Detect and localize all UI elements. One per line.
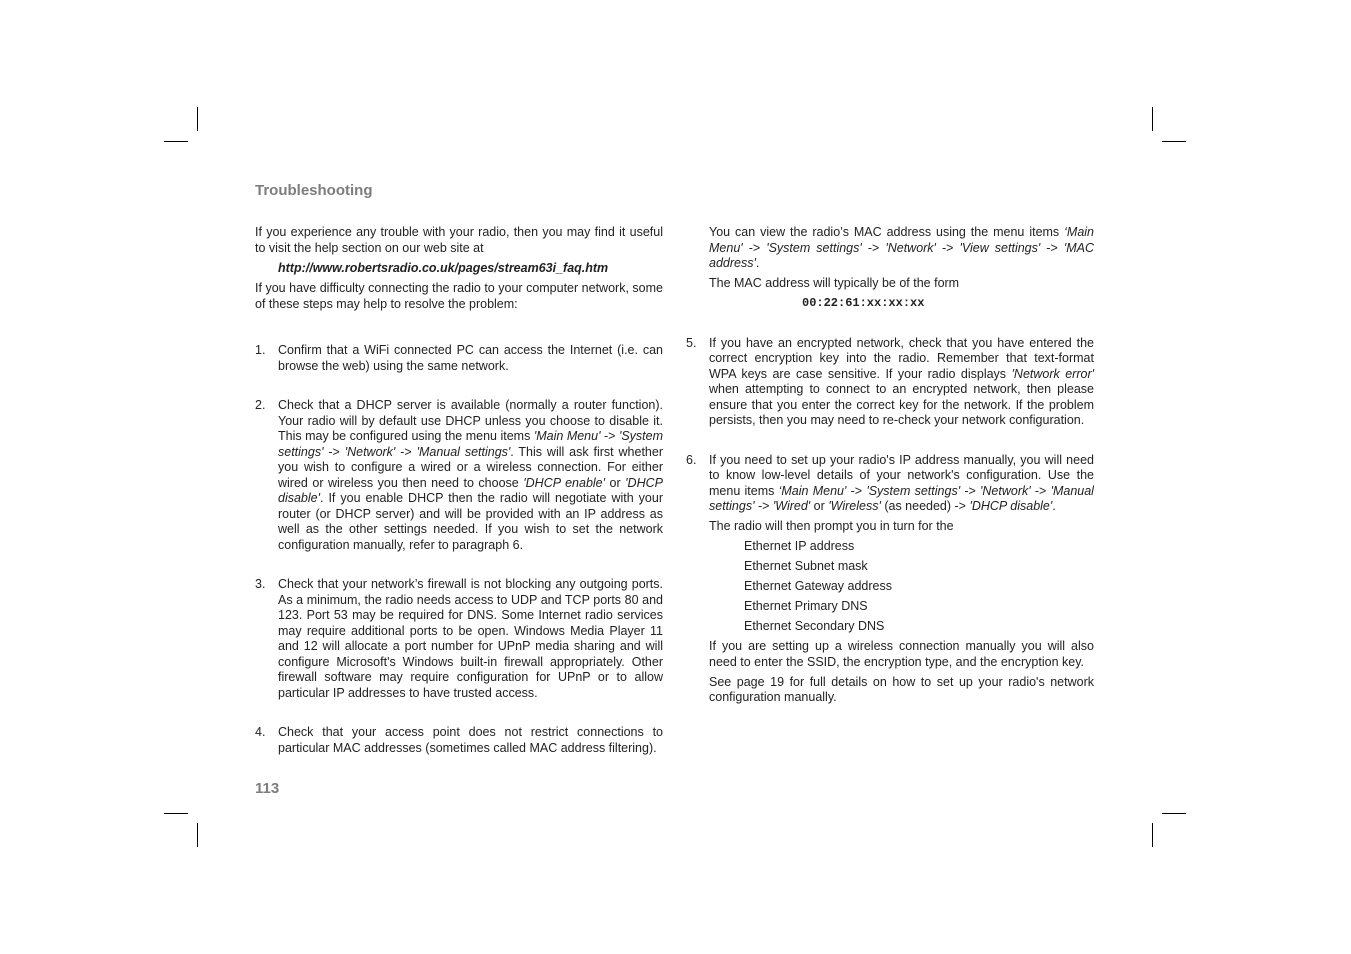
list-number: 4. xyxy=(255,725,266,739)
list-item-6 xyxy=(686,453,1094,515)
list-number: 6. xyxy=(686,452,697,467)
intro-paragraph-2: If you have difficulty connecting the radio to your computer network, some of these steps may help to resolve the problem: xyxy=(255,281,663,311)
crop-mark-top-right-h xyxy=(1162,141,1186,142)
body-text: If you experience any trouble with your radio, then you may find it useful to visit the help section on our web site at xyxy=(255,225,663,255)
body-text: -> xyxy=(846,483,867,498)
menu-path-text: 'DHCP disable' xyxy=(278,475,663,505)
help-url-link[interactable]: http://www.robertsradio.co.uk/pages/stream63i_faq.htm xyxy=(278,260,609,275)
list-item-text xyxy=(278,725,663,756)
crop-mark-bottom-right-v xyxy=(1152,823,1153,847)
menu-path-text: 'Network' xyxy=(980,483,1031,498)
menu-path-text: 'Network' xyxy=(344,444,396,459)
body-text: -> xyxy=(1040,240,1064,255)
prompt-item: Ethernet Gateway address xyxy=(744,579,892,593)
body-text: Confirm that a WiFi connected PC can access the Internet (i.e. can browse the web) using the same network. xyxy=(278,343,663,373)
prompt-list xyxy=(686,539,1094,635)
list-number: 1. xyxy=(255,343,266,357)
wireless-note: If you are setting up a wireless connection manually you will also need to enter the SSID, the encryption type, and the encryption key. xyxy=(709,639,1094,669)
list-item-text xyxy=(278,398,663,553)
crop-mark-top-right-v xyxy=(1152,107,1153,131)
menu-path-text: 'Main Menu' xyxy=(533,429,601,443)
body-text: If you need to set up your radio's IP address manually, you will need to know low-level details of your network's configuration. Use the menu items xyxy=(709,452,1094,498)
body-text: when attempting to connect to an encrypted network, then please ensure that you enter the correct key for the network. If the problem persists, then you may need to re-check your network configuration. xyxy=(709,382,1094,427)
list-item-text xyxy=(278,343,663,374)
list-number: 3. xyxy=(255,577,266,591)
menu-path-text: 'View settings' xyxy=(959,240,1041,255)
mac-form-text: The MAC address will typically be of the form xyxy=(709,276,960,290)
body-text: If you have an encrypted network, check that you have entered the correct encryption key into the radio. Remember that text-format WPA keys are case sensitive. If your radio displays xyxy=(709,335,1094,381)
page-title: Troubleshooting xyxy=(255,182,373,199)
menu-path-text: 'DHCP disable' xyxy=(969,499,1053,513)
crop-mark-bottom-left-v xyxy=(197,823,198,847)
intro-paragraph xyxy=(255,225,663,256)
body-text: Check that your network’s firewall is not blocking any outgoing ports. As a minimum, the radio needs access to UDP and TCP ports 80 and 123. Port 53 may be required for DNS. Some Internet radio services may require additional ports to be open. Windows Media Player 11 and 12 will allocate a port number for UPnP media sharing and will configure Microsoft's Windows built-in firewall appropriately. Other firewall software may require configuration for UPnP or to allow particular IP addresses to have trusted access. xyxy=(278,577,663,700)
body-text: -> xyxy=(754,499,773,513)
menu-path-text: 'Manual settings' xyxy=(709,483,1094,513)
menu-path-text: 'DHCP enable' xyxy=(523,475,606,490)
menu-path-text: 'Network' xyxy=(885,240,936,255)
body-text: -> xyxy=(1030,483,1051,498)
body-text: You can view the radio’s MAC address using the menu items xyxy=(709,225,1065,239)
page-number: 113 xyxy=(255,780,280,797)
body-text: . If you enable DHCP then the radio will negotiate with your router (or DHCP server) and will be provided with an IP address as well as the other settings needed. If you wish to set the network configuration manually, refer to paragraph 6. xyxy=(278,491,663,552)
list-item-2 xyxy=(255,398,663,553)
see-page-note: See page 19 for full details on how to set up your radio's network configuration manually. xyxy=(709,674,1094,704)
menu-path-text: 'System settings' xyxy=(766,240,862,255)
body-text: Check that a DHCP server is available (normally a router function). Your radio will by default use DHCP unless you choose to disable it. This may be configured using the menu items xyxy=(278,398,663,443)
left-column xyxy=(255,225,663,761)
list-item-5 xyxy=(686,336,1094,429)
menu-path-text: 'MAC address' xyxy=(709,240,1094,270)
body-text: . This will ask first whether you wish to configure a wired or a wireless connection. For either wired or wireless you then need to choose xyxy=(278,444,663,490)
body-text: -> xyxy=(742,240,767,255)
body-text: Check that your access point does not restrict connections to particular MAC addresses (sometimes called MAC address filtering). xyxy=(278,725,663,755)
prompt-item: Ethernet Primary DNS xyxy=(744,599,868,613)
menu-path-text: ‘Main Menu' xyxy=(778,483,847,498)
menu-path-text: 'System settings' xyxy=(278,429,663,459)
body-text: or xyxy=(810,499,829,513)
body-text: -> xyxy=(323,444,345,459)
crop-mark-top-left-v xyxy=(197,107,198,131)
menu-path-text: ‘Main Menu' xyxy=(709,225,1094,255)
list-item-text xyxy=(278,577,663,701)
body-text: or xyxy=(605,475,626,490)
prompt-item: Ethernet IP address xyxy=(744,539,855,553)
prompt-text: The radio will then prompt you in turn for the xyxy=(709,519,954,533)
body-text: -> xyxy=(935,240,960,255)
mac-address-intro xyxy=(686,225,1094,272)
menu-path-text: 'Manual settings' xyxy=(416,444,511,459)
body-text: (as needed) -> xyxy=(880,499,970,513)
body-text: -> xyxy=(960,483,981,498)
menu-path-text: 'Wired' xyxy=(772,499,811,513)
prompt-item: Ethernet Secondary DNS xyxy=(744,619,885,633)
list-number: 2. xyxy=(255,398,266,412)
menu-path-text: 'System settings' xyxy=(866,483,961,498)
list-item-text xyxy=(709,453,1094,515)
list-item-text xyxy=(709,336,1094,429)
prompt-item: Ethernet Subnet mask xyxy=(744,559,868,573)
crop-mark-top-left-h xyxy=(164,141,188,142)
body-text: -> xyxy=(861,240,886,255)
menu-path-text: 'Wireless' xyxy=(828,499,881,513)
mac-format: 00:22:61:xx:xx:xx xyxy=(802,296,925,310)
list-number: 5. xyxy=(686,335,697,350)
body-text: . xyxy=(755,256,760,270)
list-item-3 xyxy=(255,577,663,701)
body-text: . xyxy=(1052,499,1056,513)
list-item-4 xyxy=(255,725,663,756)
right-column xyxy=(686,225,1094,710)
body-text: -> xyxy=(395,444,417,459)
crop-mark-bottom-right-h xyxy=(1162,813,1186,814)
body-text: -> xyxy=(600,429,619,443)
menu-path-text: 'Network error' xyxy=(1011,366,1095,381)
list-item-1 xyxy=(255,343,663,374)
crop-mark-bottom-left-h xyxy=(164,813,188,814)
